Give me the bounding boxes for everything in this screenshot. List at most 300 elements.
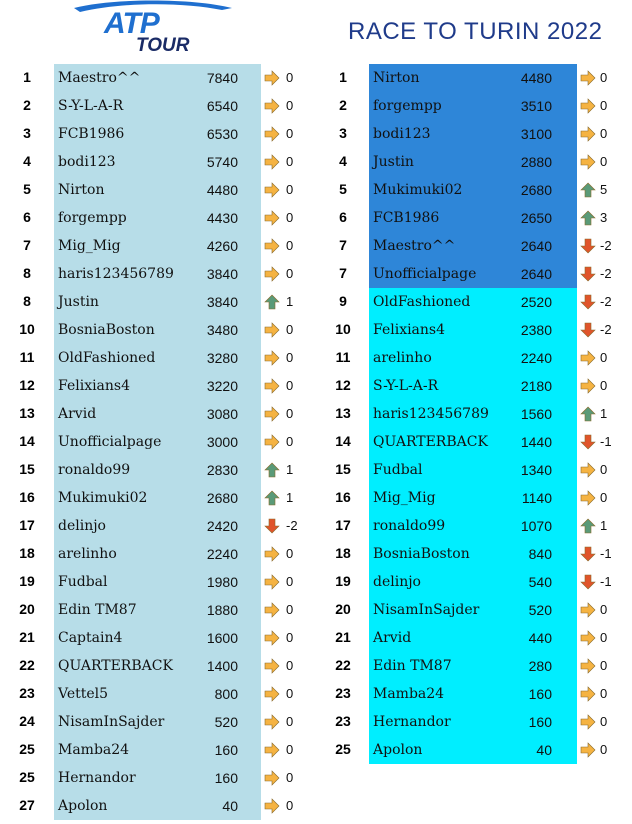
arrow-right-icon bbox=[264, 210, 280, 226]
arrow-right-icon bbox=[264, 350, 280, 366]
player-name: ronaldo99 bbox=[373, 518, 446, 534]
player-name: haris123456789 bbox=[373, 406, 489, 422]
rank-cell: 16 bbox=[335, 489, 351, 505]
player-name: QUARTERBACK bbox=[373, 434, 488, 450]
arrow-down-icon bbox=[264, 518, 280, 534]
standings-row bbox=[18, 232, 328, 260]
change-value: 0 bbox=[286, 154, 294, 169]
change-value: 0 bbox=[286, 210, 294, 225]
rank-cell: 11 bbox=[19, 349, 35, 365]
player-name: BosniaBoston bbox=[373, 546, 470, 562]
change-value: 0 bbox=[286, 770, 294, 785]
arrow-right-icon bbox=[580, 630, 596, 646]
standings-row bbox=[18, 316, 328, 344]
rank-cell: 14 bbox=[19, 433, 35, 449]
rank-cell: 27 bbox=[19, 797, 35, 813]
standings-row bbox=[18, 288, 328, 316]
arrow-up-icon bbox=[580, 182, 596, 198]
points-cell: 2680 bbox=[520, 182, 552, 198]
rank-cell: 14 bbox=[335, 433, 351, 449]
standings-row bbox=[18, 652, 328, 680]
change-value: 0 bbox=[286, 574, 294, 589]
points-cell: 4480 bbox=[206, 182, 238, 198]
change-value: 0 bbox=[286, 350, 294, 365]
change-value: -1 bbox=[600, 546, 612, 561]
standings-row bbox=[334, 316, 632, 344]
player-name: S-Y-L-A-R bbox=[373, 378, 439, 394]
points-cell: 6530 bbox=[206, 126, 238, 142]
standings-row bbox=[18, 372, 328, 400]
points-cell: 3840 bbox=[206, 266, 238, 282]
right-standings-table bbox=[334, 64, 624, 772]
player-name: Mukimuki02 bbox=[373, 182, 463, 198]
arrow-right-icon bbox=[264, 70, 280, 86]
change-value: 1 bbox=[286, 490, 294, 505]
race-title: RACE TO TURIN 2022 bbox=[348, 18, 603, 45]
rank-cell: 15 bbox=[19, 461, 35, 477]
atp-tour-logo bbox=[72, 0, 237, 56]
player-name: delinjo bbox=[58, 518, 106, 534]
standings-row bbox=[334, 428, 632, 456]
points-cell: 2420 bbox=[206, 518, 238, 534]
player-name: forgempp bbox=[58, 210, 127, 226]
arrow-right-icon bbox=[580, 126, 596, 142]
arrow-right-icon bbox=[580, 70, 596, 86]
arrow-right-icon bbox=[264, 238, 280, 254]
player-name: Hernandor bbox=[58, 770, 136, 786]
rank-cell: 25 bbox=[19, 741, 35, 757]
rank-cell: 13 bbox=[19, 405, 35, 421]
change-value: 0 bbox=[600, 378, 608, 393]
player-name: Arvid bbox=[58, 406, 97, 422]
rank-cell: 17 bbox=[335, 517, 351, 533]
rank-cell: 10 bbox=[19, 321, 35, 337]
player-name: Unofficialpage bbox=[58, 434, 162, 450]
arrow-right-icon bbox=[264, 686, 280, 702]
standings-row bbox=[334, 624, 632, 652]
rank-cell: 18 bbox=[335, 545, 351, 561]
player-name: Mamba24 bbox=[58, 742, 130, 758]
arrow-right-icon bbox=[264, 602, 280, 618]
arrow-down-icon bbox=[580, 434, 596, 450]
player-name: Mukimuki02 bbox=[58, 490, 148, 506]
standings-row bbox=[334, 260, 632, 288]
arrow-down-icon bbox=[580, 574, 596, 590]
standings-row bbox=[18, 568, 328, 596]
change-value: 0 bbox=[286, 742, 294, 757]
standings-row bbox=[18, 428, 328, 456]
change-value: 0 bbox=[286, 546, 294, 561]
points-cell: 2520 bbox=[520, 294, 552, 310]
points-cell: 520 bbox=[214, 714, 238, 730]
arrow-right-icon bbox=[580, 462, 596, 478]
arrow-right-icon bbox=[580, 686, 596, 702]
rank-cell: 17 bbox=[19, 517, 35, 533]
player-name: Maestro^^ bbox=[58, 70, 141, 86]
standings-row bbox=[334, 484, 632, 512]
standings-row bbox=[334, 92, 632, 120]
standings-row bbox=[18, 344, 328, 372]
standings-row bbox=[18, 204, 328, 232]
player-name: Fudbal bbox=[373, 462, 423, 478]
arrow-right-icon bbox=[580, 490, 596, 506]
rank-cell: 1 bbox=[339, 69, 347, 85]
change-value: 0 bbox=[600, 630, 608, 645]
change-value: 1 bbox=[600, 406, 608, 421]
arrow-up-icon bbox=[264, 462, 280, 478]
arrow-right-icon bbox=[580, 154, 596, 170]
change-value: -1 bbox=[600, 434, 612, 449]
standings-row bbox=[18, 260, 328, 288]
standings-row bbox=[18, 708, 328, 736]
change-value: 0 bbox=[286, 434, 294, 449]
player-name: delinjo bbox=[373, 574, 421, 590]
arrow-right-icon bbox=[264, 406, 280, 422]
rank-cell: 7 bbox=[339, 237, 347, 253]
player-name: Unofficialpage bbox=[373, 266, 477, 282]
change-value: -2 bbox=[600, 322, 612, 337]
rank-cell: 13 bbox=[335, 405, 351, 421]
points-cell: 4480 bbox=[520, 70, 552, 86]
player-name: Apolon bbox=[58, 798, 108, 814]
arrow-right-icon bbox=[580, 658, 596, 674]
standings-row bbox=[334, 596, 632, 624]
rank-cell: 19 bbox=[335, 573, 351, 589]
points-cell: 1340 bbox=[520, 462, 552, 478]
change-value: 0 bbox=[286, 602, 294, 617]
change-value: 0 bbox=[286, 798, 294, 813]
standings-row bbox=[334, 680, 632, 708]
points-cell: 2880 bbox=[520, 154, 552, 170]
change-value: 0 bbox=[600, 658, 608, 673]
rank-cell: 5 bbox=[23, 181, 31, 197]
standings-row bbox=[334, 344, 632, 372]
player-name: Mamba24 bbox=[373, 686, 445, 702]
change-value: 1 bbox=[600, 518, 608, 533]
rank-cell: 24 bbox=[19, 713, 35, 729]
change-value: 0 bbox=[286, 266, 294, 281]
points-cell: 160 bbox=[528, 686, 552, 702]
change-value: 0 bbox=[286, 406, 294, 421]
standings-row bbox=[18, 400, 328, 428]
standings-row bbox=[18, 596, 328, 624]
rank-cell: 3 bbox=[23, 125, 31, 141]
rank-cell: 2 bbox=[23, 97, 31, 113]
rank-cell: 3 bbox=[339, 125, 347, 141]
change-value: 0 bbox=[286, 658, 294, 673]
change-value: -2 bbox=[600, 266, 612, 281]
arrow-up-icon bbox=[580, 406, 596, 422]
arrow-right-icon bbox=[264, 98, 280, 114]
arrow-down-icon bbox=[580, 294, 596, 310]
rank-cell: 19 bbox=[19, 573, 35, 589]
player-name: Felixians4 bbox=[58, 378, 131, 394]
rank-cell: 18 bbox=[19, 545, 35, 561]
arrow-down-icon bbox=[580, 266, 596, 282]
standings-row bbox=[334, 568, 632, 596]
rank-cell: 8 bbox=[23, 293, 31, 309]
points-cell: 3280 bbox=[206, 350, 238, 366]
arrow-right-icon bbox=[264, 714, 280, 730]
standings-row bbox=[334, 736, 632, 764]
standings-row bbox=[334, 708, 632, 736]
standings-row bbox=[18, 64, 328, 92]
player-name: arelinho bbox=[373, 350, 432, 366]
player-name: haris123456789 bbox=[58, 266, 174, 282]
arrow-right-icon bbox=[264, 574, 280, 590]
player-name: FCB1986 bbox=[373, 210, 440, 226]
player-name: Captain4 bbox=[58, 630, 123, 646]
standings-row bbox=[334, 232, 632, 260]
svg-text:TOUR: TOUR bbox=[136, 35, 190, 56]
points-cell: 540 bbox=[528, 574, 552, 590]
points-cell: 160 bbox=[214, 770, 238, 786]
arrow-right-icon bbox=[264, 266, 280, 282]
points-cell: 2240 bbox=[520, 350, 552, 366]
points-cell: 40 bbox=[222, 798, 238, 814]
points-cell: 3510 bbox=[520, 98, 552, 114]
points-cell: 3840 bbox=[206, 294, 238, 310]
points-cell: 520 bbox=[528, 602, 552, 618]
standings-row bbox=[18, 764, 328, 792]
standings-row bbox=[334, 400, 632, 428]
standings-row bbox=[334, 148, 632, 176]
rank-cell: 16 bbox=[19, 489, 35, 505]
change-value: 0 bbox=[286, 98, 294, 113]
player-name: Maestro^^ bbox=[373, 238, 456, 254]
points-cell: 1440 bbox=[520, 434, 552, 450]
change-value: 0 bbox=[286, 126, 294, 141]
points-cell: 2640 bbox=[520, 238, 552, 254]
change-value: 0 bbox=[286, 686, 294, 701]
standings-row bbox=[334, 120, 632, 148]
change-value: -1 bbox=[600, 574, 612, 589]
left-standings-table bbox=[18, 64, 308, 824]
rank-cell: 11 bbox=[335, 349, 351, 365]
arrow-right-icon bbox=[264, 742, 280, 758]
rank-cell: 7 bbox=[339, 265, 347, 281]
player-name: S-Y-L-A-R bbox=[58, 98, 124, 114]
arrow-right-icon bbox=[580, 350, 596, 366]
points-cell: 840 bbox=[528, 546, 552, 562]
rank-cell: 12 bbox=[19, 377, 35, 393]
arrow-up-icon bbox=[264, 294, 280, 310]
atp-logo-graphic bbox=[72, 0, 237, 56]
player-name: Felixians4 bbox=[373, 322, 446, 338]
change-value: 0 bbox=[600, 154, 608, 169]
arrow-right-icon bbox=[264, 798, 280, 814]
standings-row bbox=[334, 456, 632, 484]
player-name: bodi123 bbox=[373, 126, 431, 142]
points-cell: 3080 bbox=[206, 406, 238, 422]
rank-cell: 9 bbox=[339, 293, 347, 309]
change-value: -2 bbox=[600, 238, 612, 253]
points-cell: 7840 bbox=[206, 70, 238, 86]
change-value: -2 bbox=[286, 518, 298, 533]
player-name: Mig_Mig bbox=[58, 238, 121, 254]
standings-row bbox=[334, 204, 632, 232]
arrow-up-icon bbox=[580, 210, 596, 226]
standings-row bbox=[18, 736, 328, 764]
change-value: 0 bbox=[600, 602, 608, 617]
points-cell: 2830 bbox=[206, 462, 238, 478]
player-name: bodi123 bbox=[58, 154, 116, 170]
rank-cell: 7 bbox=[23, 237, 31, 253]
player-name: Hernandor bbox=[373, 714, 451, 730]
arrow-right-icon bbox=[580, 602, 596, 618]
standings-row bbox=[18, 540, 328, 568]
points-cell: 1560 bbox=[520, 406, 552, 422]
arrow-right-icon bbox=[264, 154, 280, 170]
player-name: arelinho bbox=[58, 546, 117, 562]
rank-cell: 2 bbox=[339, 97, 347, 113]
change-value: 1 bbox=[286, 462, 294, 477]
arrow-right-icon bbox=[264, 126, 280, 142]
points-cell: 2240 bbox=[206, 546, 238, 562]
points-cell: 4260 bbox=[206, 238, 238, 254]
points-cell: 2680 bbox=[206, 490, 238, 506]
rank-cell: 5 bbox=[339, 181, 347, 197]
points-cell: 1070 bbox=[520, 518, 552, 534]
change-value: 0 bbox=[600, 126, 608, 141]
change-value: 0 bbox=[600, 350, 608, 365]
rank-cell: 20 bbox=[19, 601, 35, 617]
standings-row bbox=[334, 64, 632, 92]
rank-cell: 23 bbox=[335, 713, 351, 729]
points-cell: 1880 bbox=[206, 602, 238, 618]
change-value: 0 bbox=[600, 742, 608, 757]
change-value: 0 bbox=[286, 238, 294, 253]
points-cell: 280 bbox=[528, 658, 552, 674]
rank-cell: 22 bbox=[19, 657, 35, 673]
points-cell: 3220 bbox=[206, 378, 238, 394]
standings-row bbox=[18, 120, 328, 148]
rank-cell: 12 bbox=[335, 377, 351, 393]
points-cell: 1600 bbox=[206, 630, 238, 646]
points-cell: 1400 bbox=[206, 658, 238, 674]
player-name: Mig_Mig bbox=[373, 490, 436, 506]
standings-row bbox=[18, 92, 328, 120]
points-cell: 1140 bbox=[521, 490, 552, 506]
points-cell: 2650 bbox=[520, 210, 552, 226]
arrow-down-icon bbox=[580, 238, 596, 254]
rank-cell: 1 bbox=[23, 69, 31, 85]
rank-cell: 23 bbox=[19, 685, 35, 701]
rank-cell: 25 bbox=[335, 741, 351, 757]
player-name: BosniaBoston bbox=[58, 322, 155, 338]
rank-cell: 4 bbox=[339, 153, 347, 169]
standings-row bbox=[18, 148, 328, 176]
rank-cell: 4 bbox=[23, 153, 31, 169]
svg-text:ATP: ATP bbox=[104, 7, 159, 40]
arrow-right-icon bbox=[580, 742, 596, 758]
player-name: Vettel5 bbox=[58, 686, 109, 702]
points-cell: 800 bbox=[214, 686, 238, 702]
player-name: OldFashioned bbox=[58, 350, 156, 366]
arrow-up-icon bbox=[580, 518, 596, 534]
player-name: Fudbal bbox=[58, 574, 108, 590]
arrow-right-icon bbox=[264, 322, 280, 338]
standings-row bbox=[18, 624, 328, 652]
rank-cell: 23 bbox=[335, 685, 351, 701]
arrow-up-icon bbox=[264, 490, 280, 506]
change-value: 0 bbox=[600, 714, 608, 729]
change-value: 3 bbox=[600, 210, 608, 225]
player-name: FCB1986 bbox=[58, 126, 125, 142]
points-cell: 1980 bbox=[206, 574, 238, 590]
points-cell: 3480 bbox=[206, 322, 238, 338]
player-name: Arvid bbox=[373, 630, 412, 646]
standings-row bbox=[18, 176, 328, 204]
player-name: Edin TM87 bbox=[373, 658, 452, 674]
points-cell: 3100 bbox=[520, 126, 552, 142]
change-value: 1 bbox=[286, 294, 294, 309]
rank-cell: 21 bbox=[335, 629, 351, 645]
player-name: Edin TM87 bbox=[58, 602, 137, 618]
rank-cell: 21 bbox=[19, 629, 35, 645]
player-name: NisamInSajder bbox=[58, 714, 165, 730]
points-cell: 5740 bbox=[206, 154, 238, 170]
standings-row bbox=[18, 456, 328, 484]
rank-cell: 15 bbox=[335, 461, 351, 477]
change-value: 0 bbox=[286, 70, 294, 85]
arrow-down-icon bbox=[580, 322, 596, 338]
player-name: forgempp bbox=[373, 98, 442, 114]
points-cell: 6540 bbox=[206, 98, 238, 114]
change-value: -2 bbox=[600, 294, 612, 309]
standings-row bbox=[18, 484, 328, 512]
rank-cell: 10 bbox=[335, 321, 351, 337]
standings-row bbox=[334, 512, 632, 540]
player-name: ronaldo99 bbox=[58, 462, 131, 478]
arrow-right-icon bbox=[264, 658, 280, 674]
standings-row bbox=[18, 512, 328, 540]
points-cell: 40 bbox=[536, 742, 552, 758]
change-value: 0 bbox=[600, 70, 608, 85]
player-name: NisamInSajder bbox=[373, 602, 480, 618]
arrow-right-icon bbox=[580, 378, 596, 394]
arrow-right-icon bbox=[264, 546, 280, 562]
standings-row bbox=[18, 680, 328, 708]
points-cell: 3000 bbox=[206, 434, 238, 450]
rank-cell: 6 bbox=[23, 209, 31, 225]
rank-cell: 8 bbox=[23, 265, 31, 281]
rank-cell: 20 bbox=[335, 601, 351, 617]
change-value: 0 bbox=[600, 490, 608, 505]
player-name: Nirton bbox=[58, 182, 105, 198]
arrow-right-icon bbox=[264, 770, 280, 786]
points-cell: 2380 bbox=[520, 322, 552, 338]
standings-row bbox=[334, 372, 632, 400]
standings-row bbox=[18, 792, 328, 820]
standings-row bbox=[334, 176, 632, 204]
points-cell: 2180 bbox=[520, 378, 552, 394]
standings-row bbox=[334, 652, 632, 680]
change-value: 0 bbox=[286, 630, 294, 645]
change-value: 0 bbox=[286, 378, 294, 393]
arrow-right-icon bbox=[264, 378, 280, 394]
rank-cell: 25 bbox=[19, 769, 35, 785]
player-name: OldFashioned bbox=[373, 294, 471, 310]
change-value: 0 bbox=[286, 714, 294, 729]
arrow-right-icon bbox=[264, 182, 280, 198]
points-cell: 160 bbox=[528, 714, 552, 730]
arrow-right-icon bbox=[264, 434, 280, 450]
player-name: Nirton bbox=[373, 70, 420, 86]
change-value: 0 bbox=[286, 322, 294, 337]
arrow-right-icon bbox=[264, 630, 280, 646]
arrow-down-icon bbox=[580, 546, 596, 562]
